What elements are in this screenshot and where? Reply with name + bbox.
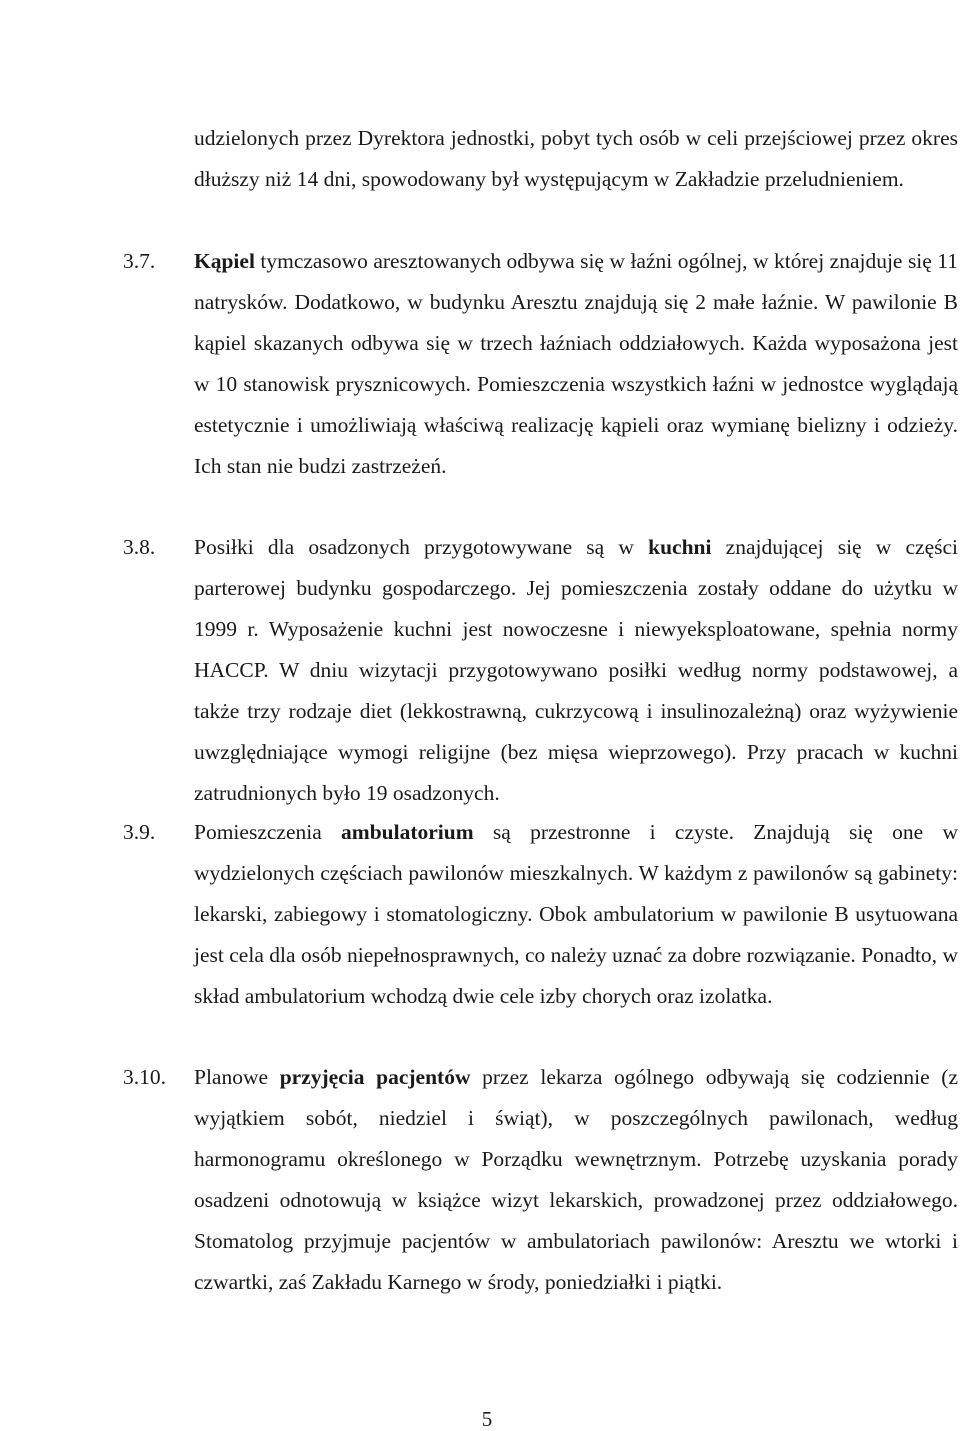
section-number: 3.9. [123, 820, 156, 844]
bold-term: Kąpiel [194, 249, 255, 273]
bold-term: kuchni [648, 535, 712, 559]
page-number: 5 [481, 1407, 493, 1431]
section-number: 3.8. [123, 535, 156, 559]
paragraph-bathing [194, 241, 958, 487]
paragraph-text: tymczasowo aresztowanych odbywa się w łaźni ogólnej, w której znajduje się 11 natrysków. Dodatkowo, w budynku Aresztu znajdują się 2 małe łaźnie. W pawilonie B kąpiel skazanych odbywa się w trzech łaźniach oddziałowych. Każda wyposażona jest w 10 stanowisk prysznicowych. Pomieszczenia wszystkich łaźni w jednostce wyglądają estetycznie i umożliwiają właściwą realizację kąpieli oraz wymianę bielizny i odzieży. Ich stan nie budzi zastrzeżeń. [194, 249, 958, 478]
paragraph-text: Pomieszczenia [194, 820, 342, 844]
paragraph-kitchen [194, 527, 958, 814]
paragraph-text: znajdującej się w części parterowej budynku gospodarczego. Jej pomieszczenia zostały oddane do użytku w 1999 r. Wyposażenie kuchni jest nowoczesne i niewyeksploatowane, spełnia normy HACCP. W dniu wizytacji przygotowywano posiłki według normy podstawowej, a także trzy rodzaje diet (lekkostrawną, cukrzycową i insulinozależną) oraz wyżywienie uwzględniające wymogi religijne (bez mięsa wieprzowego). Przy pracach w kuchni zatrudnionych było 19 osadzonych. [194, 535, 958, 805]
paragraph-text: przez lekarza ogólnego odbywają się codziennie (z wyjątkiem sobót, niedziel i świąt), w poszczególnych pawilonach, według harmonogramu określonego w Porządku wewnętrznym. Potrzebę uzyskania porady osadzeni odnotowują w książce wizyt lekarskich, prowadzonej przez oddziałowego. Stomatolog przyjmuje pacjentów w ambulatoriach pawilonów: Aresztu we wtorki i czwartki, zaś Zakładu Karnego w środy, poniedziałki i piątki. [194, 1065, 958, 1294]
section-number: 3.10. [123, 1065, 166, 1089]
paragraph-text: Posiłki dla osadzonych przygotowywane są w [194, 535, 649, 559]
paragraph-text: są przestronne i czyste. Znajdują się one w wydzielonych częściach pawilonów mieszkalnych. W każdym z pawilonów są gabinety: lekarski, zabiegowy i stomatologiczny. Obok ambulatorium w pawilonie B usytuowana jest cela dla osób niepełnosprawnych, co należy uznać za dobre rozwiązanie. Ponadto, w skład ambulatorium wchodzą dwie cele izby chorych oraz izolatka. [194, 820, 958, 1008]
paragraph-continuation [194, 118, 958, 200]
paragraph-text: udzielonych przez Dyrektora jednostki, pobyt tych osób w celi przejściowej przez okres dłuższy niż 14 dni, spowodowany był występującym w Zakładzie przeludnieniem. [194, 126, 958, 191]
bold-term: ambulatorium [341, 820, 474, 844]
paragraph-admissions [194, 1057, 958, 1303]
paragraph-text: Planowe [194, 1065, 280, 1089]
bold-term: przyjęcia pacjentów [279, 1065, 471, 1089]
section-number: 3.7. [123, 249, 156, 273]
paragraph-clinic [194, 812, 958, 1017]
